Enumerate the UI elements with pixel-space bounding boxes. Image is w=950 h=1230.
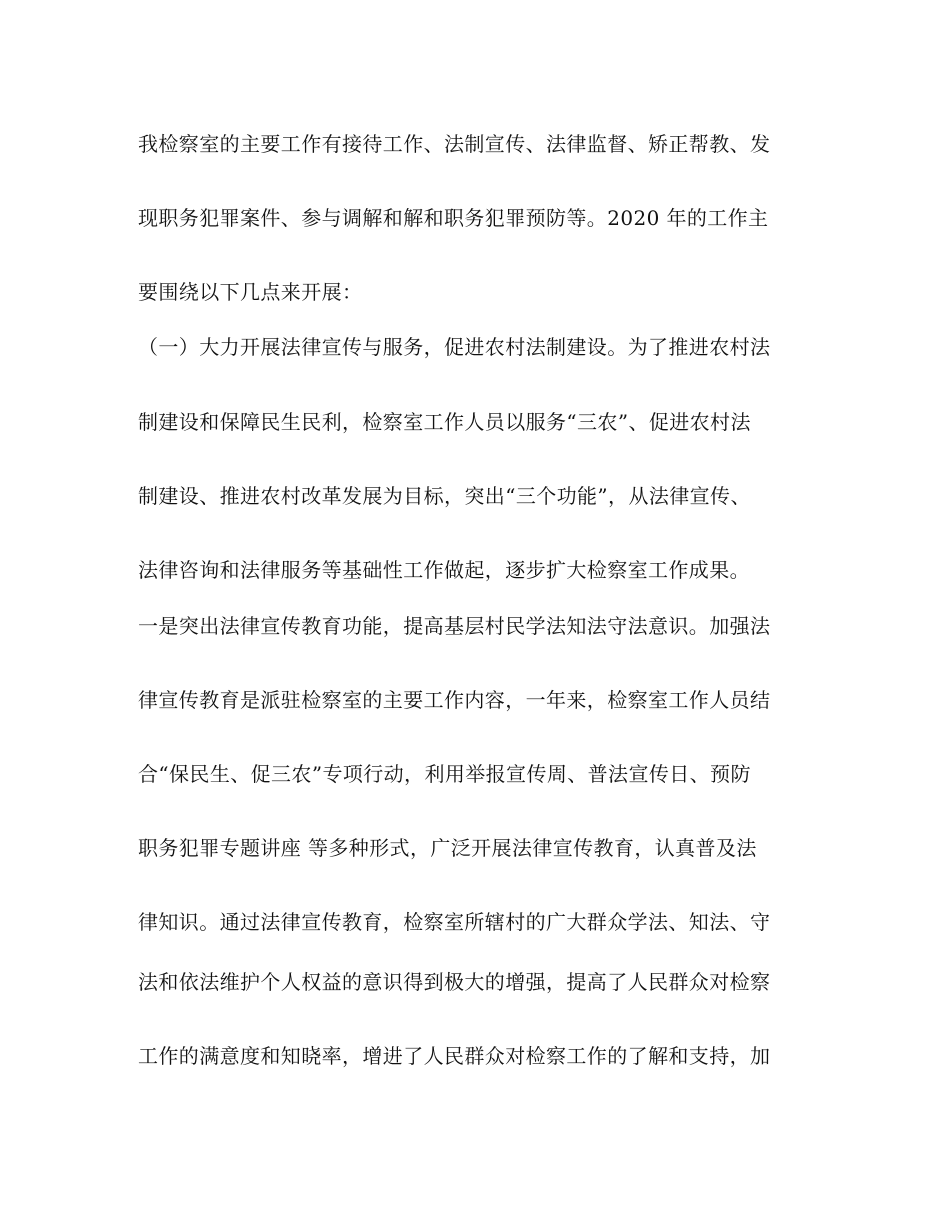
text-line-4: （一）大力开展法律宣传与服务，促进农村法制建设。为了推进农村法 — [138, 335, 771, 359]
text-line-10: 合“保民生、促三农”专项行动，利用举报宣传周、普法宣传日、预防 — [138, 762, 751, 786]
text-line-7: 法律咨询和法律服务等基础性工作做起，逐步扩大检察室工作成果。 — [138, 558, 750, 582]
text-line-9: 律宣传教育是派驻检察室的主要工作内容，一年来，检察室工作人员结 — [138, 688, 771, 712]
text-line-3: 要围绕以下几点来开展： — [138, 280, 363, 304]
text-line-6: 制建设、推进农村改革发展为目标，突出“三个功能”，从法律宣传、 — [138, 484, 751, 508]
text-line-13: 法和依法维护个人权益的意识得到极大的增强，提高了人民群众对检察 — [138, 970, 771, 994]
text-line-1: 我检察室的主要工作有接待工作、法制宣传、法律监督、矫正帮教、发 — [138, 132, 771, 156]
text-line-5: 制建设和保障民生民利，检察室工作人员以服务“三农”、促进农村法 — [138, 410, 751, 434]
text-line-2: 现职务犯罪案件、参与调解和解和职务犯罪预防等。2020 年的工作主 — [138, 206, 769, 230]
text-line-11: 职务犯罪专题讲座 等多种形式，广泛开展法律宣传教育，认真普及法 — [138, 836, 757, 860]
text-line-12: 律知识。通过法律宣传教育，检察室所辖村的广大群众学法、知法、守 — [138, 910, 771, 934]
text-line-14: 工作的满意度和知晓率，增进了人民群众对检察工作的了解和支持，加 — [138, 1044, 771, 1068]
text-line-8: 一是突出法律宣传教育功能，提高基层村民学法知法守法意识。加强法 — [138, 614, 771, 638]
